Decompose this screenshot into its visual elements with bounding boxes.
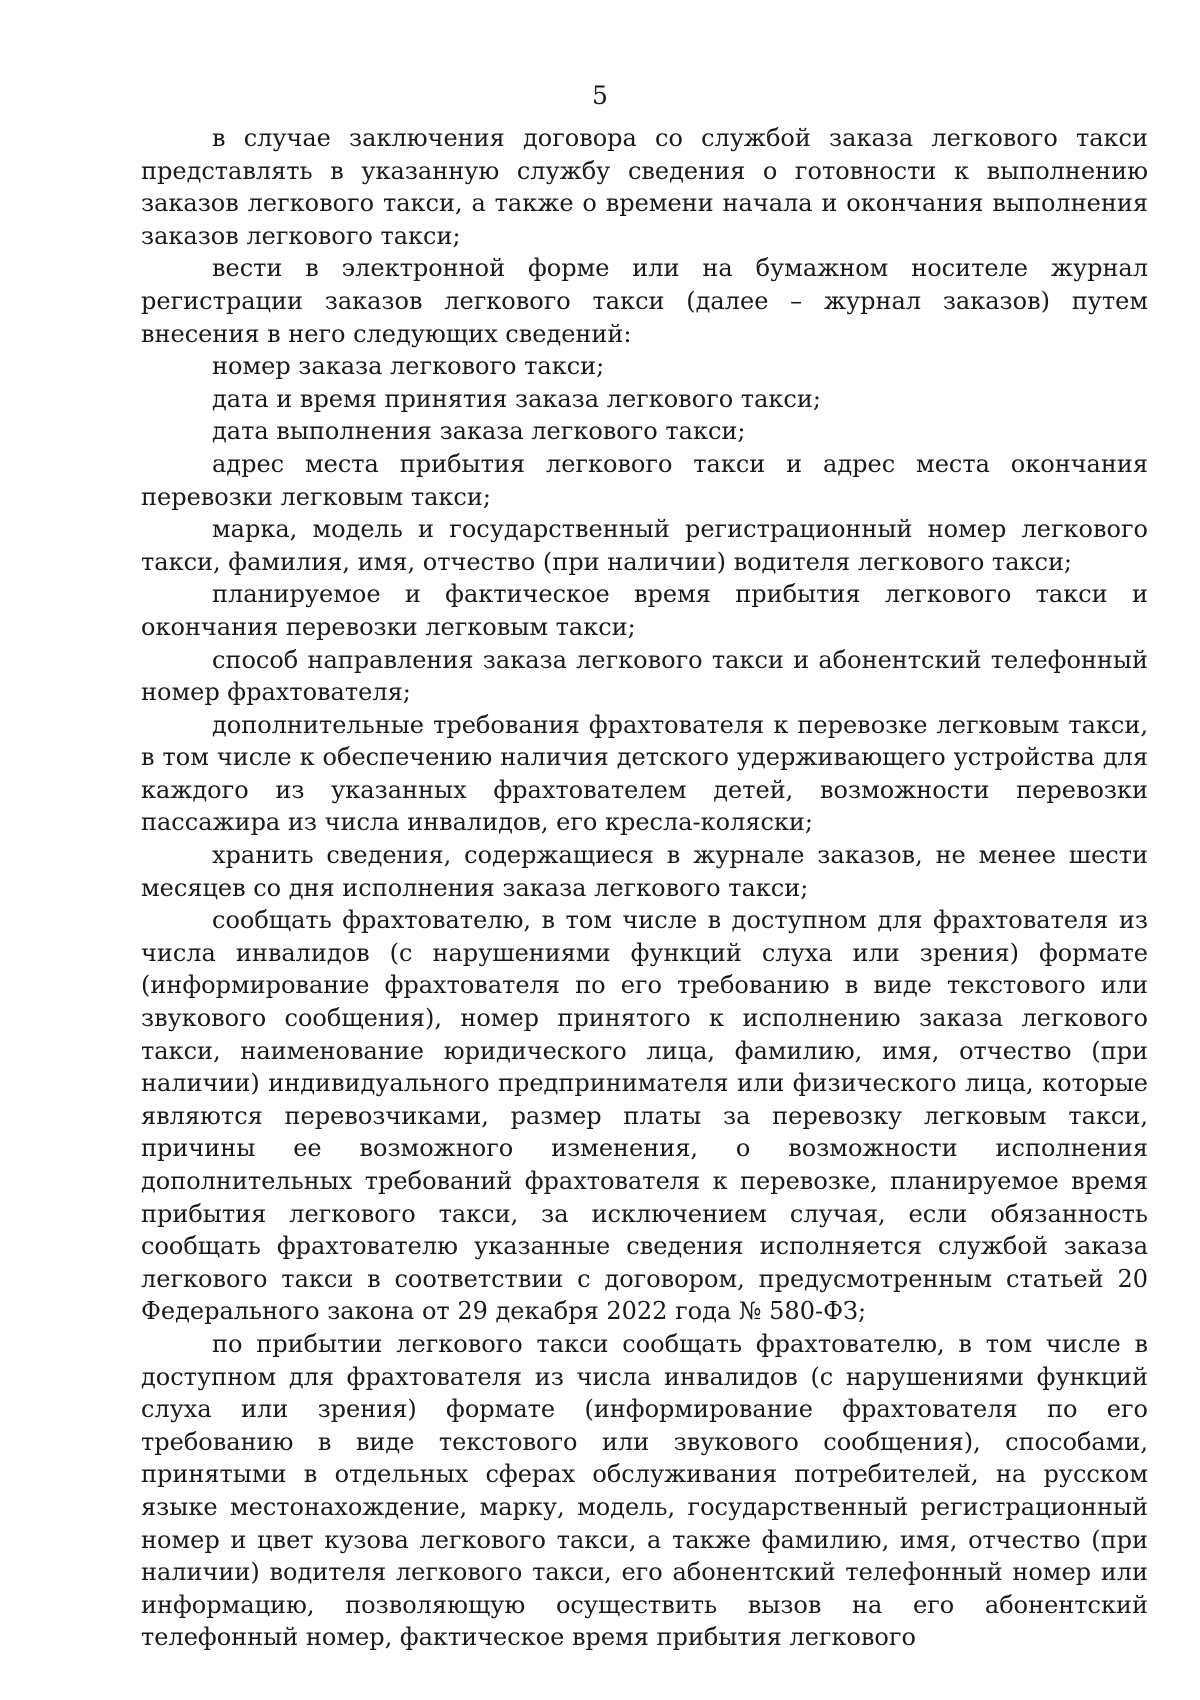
paragraph-planned-and-actual-time: планируемое и фактическое время прибытия легкового такси и окончания перевозки легковым такси; [141,580,1148,641]
paragraph-contract-with-dispatch-service: в случае заключения договора со службой заказа легкового такси представлять в указанную службу сведения о готовности к выполнению заказов легкового такси, а также о времени начала и окончания выполнения заказов легкового такси; [141,124,1148,250]
paragraph-order-method-and-phone: способ направления заказа легкового такси и абонентский телефонный номер фрахтователя; [141,645,1148,707]
paragraph-arrival-and-end-address: адрес места прибытия легкового такси и адрес места окончания перевозки легковым такси; [141,449,1148,511]
paragraph-arrival-notification: по прибытии легкового такси сообщать фрахтователю, в том числе в доступном для фрахтователя из числа инвалидов (с нарушениями функций слуха или зрения) формате (информирование фрахтователя по его требованию в виде текстового или звукового сообщения), способами, принятыми в отдельных сферах обслуживания потребителей, на русском языке местонахождение, марку, модель, государственный регистрационный номер и цвет кузова легкового такси, а также фамилию, имя, отчество (при наличии) водителя легкового такси, его абонентский телефонный номер или информацию, позволяющую осуществить вызов на его абонентский телефонный номер, фактическое время прибытия легкового [141,1329,1148,1652]
paragraph-order-journal: вести в электронной форме или на бумажном носителе журнал регистрации заказов легкового такси (далее – журнал заказов) путем внесения в него следующих сведений: [141,254,1148,348]
paragraph-vehicle-and-driver: марка, модель и государственный регистрационный номер легкового такси, фамилия, имя, отчество (при наличии) водителя легкового такси; [141,515,1148,576]
paragraph-additional-requirements: дополнительные требования фрахтователя к перевозке легковым такси, в том числе к обеспечению наличия детского удерживающего устройства для каждого из указанных фрахтователем детей, возможности перевозки пассажира из числа инвалидов, его кресла-коляски; [141,710,1148,837]
paragraph-journal-retention: хранить сведения, содержащиеся в журнале заказов, не менее шести месяцев со дня исполнения заказа легкового такси; [141,841,1148,902]
page-number: 5 [592,81,608,110]
paragraph-order-completion-date: дата выполнения заказа легкового такси; [212,417,746,446]
document-body [141,122,1148,1654]
paragraph-order-accept-datetime: дата и время принятия заказа легкового такси; [212,384,821,413]
paragraph-inform-charterer: сообщать фрахтователю, в том числе в доступном для фрахтователя из числа инвалидов (с нарушениями функций слуха или зрения) формате (информирование фрахтователя по его требованию в виде текстового или звукового сообщения), номер принятого к исполнению заказа легкового такси, наименование юридического лица, фамилию, имя, отчество (при наличии) индивидуального предпринимателя или физического лица, которые являются перевозчиками, размер платы за перевозку легковым такси, причины ее возможного изменения, о возможности исполнения дополнительных требований фрахтователя к перевозке, планируемое время прибытия легкового такси, за исключением случая, если обязанность сообщать фрахтователю указанные сведения исполняется службой заказа легкового такси в соответствии с договором, предусмотренным статьей 20 Федерального закона от 29 декабря 2022 года № 580-ФЗ; [141,906,1148,1326]
paragraph-order-number: номер заказа легкового такси; [212,352,605,381]
